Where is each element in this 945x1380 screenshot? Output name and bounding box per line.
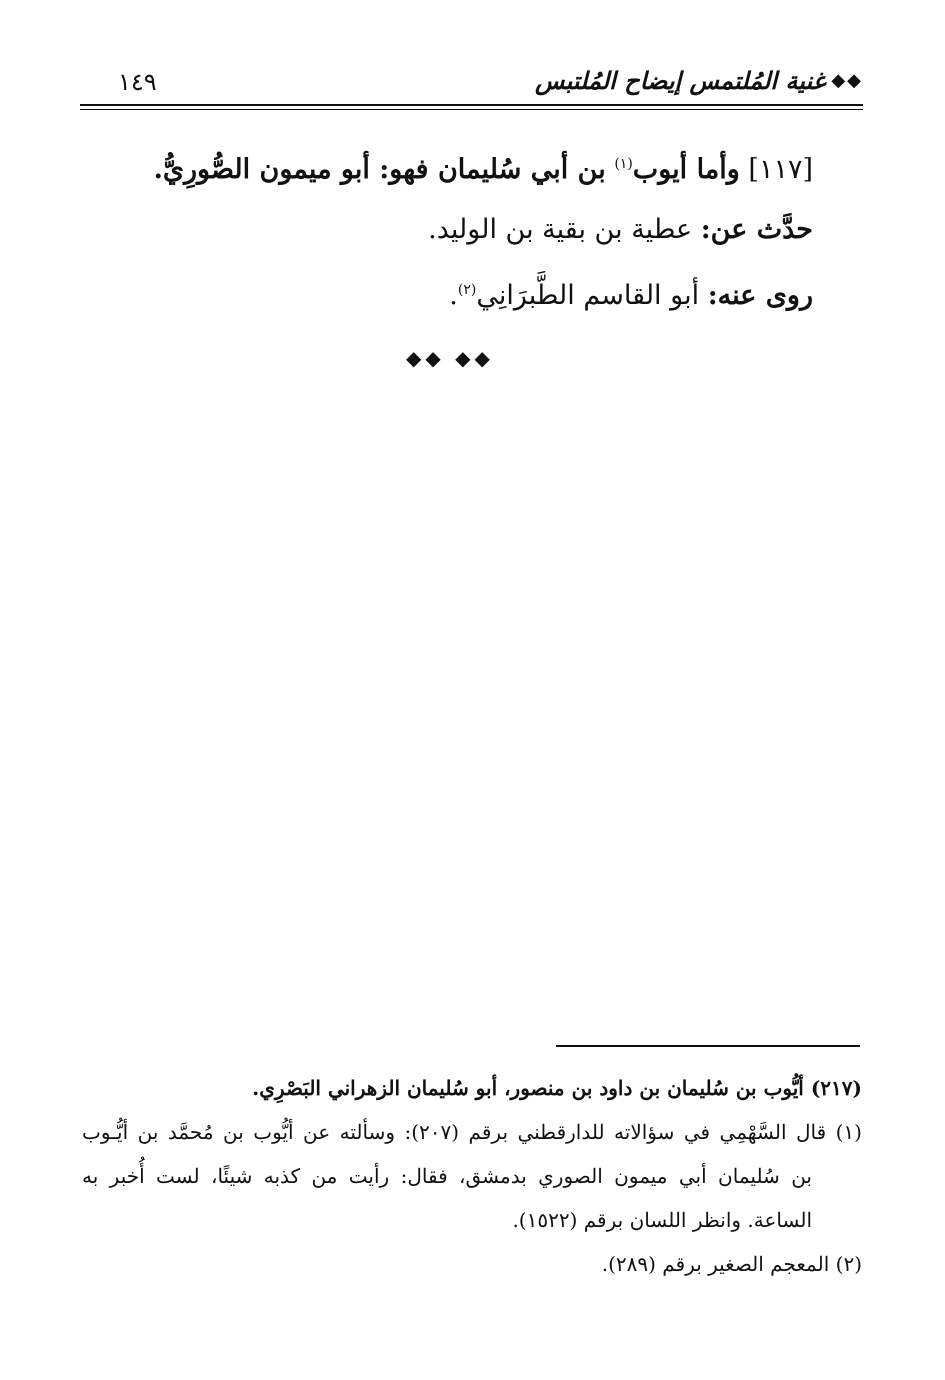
footnote-2: (٢) المعجم الصغير برقم (٢٨٩). — [601, 1252, 862, 1276]
footnote-ref-2[interactable]: (٢) — [457, 282, 477, 298]
header-rule-thin — [80, 109, 863, 110]
entry-intro: وأما أيوب — [632, 154, 740, 185]
section-separator-icon: ◆◆ ◆◆ — [406, 346, 494, 370]
diamond-ornament-icon: ◆◆ — [831, 70, 863, 91]
narrated-by-end: . — [449, 280, 458, 311]
footnote-1-line-1: (١) قال السَّهْمِي في سؤالاته للدارقطني برقم (٢٠٧): وسألته عن أيُّوب بن مُحمَّد بن أيُّـوب — [82, 1120, 862, 1144]
narrated-by-line — [120, 260, 813, 326]
narrated-by-label: روى عنه: — [707, 280, 813, 311]
entry-number: [١١٧] — [748, 154, 813, 185]
entry-heading-line — [120, 134, 813, 200]
narrated-from-text: عطية بن بقية بن الوليد. — [428, 214, 693, 245]
page-number: ١٤٩ — [118, 68, 157, 96]
running-header — [80, 64, 863, 108]
entry-name: بن أبي سُليمان فهو: أبو ميمون الصُّورِيُّ. — [153, 154, 606, 185]
header-rule — [80, 104, 863, 106]
narrated-from-label: حدَّث عن: — [700, 214, 813, 245]
book-title: غنية المُلتمس إيضاح المُلتبس — [534, 66, 826, 95]
footnote-217: (٢١٧) أيُّوب بن سُليمان بن داود بن منصور، أبو سُليمان الزهراني البَصْرِي. — [252, 1076, 862, 1100]
biography-entry — [120, 134, 813, 326]
header-title-group — [535, 66, 863, 95]
narrated-by-text: أبو القاسم الطَّبرَانِي — [476, 280, 700, 311]
footnote-1-line-2: بن سُليمان أبي ميمون الصوري بدمشق، فقال: رأيت من كذبه شيئًا، لست أُخبر به — [82, 1164, 812, 1188]
footnote-ref-1[interactable]: (١) — [614, 156, 633, 172]
footnote-1-line-3: الساعة. وانظر اللسان برقم (١٥٢٢). — [512, 1208, 812, 1232]
narrated-from-line — [120, 200, 813, 260]
footnote-rule — [556, 1045, 860, 1047]
footnotes-section — [82, 1066, 862, 1286]
